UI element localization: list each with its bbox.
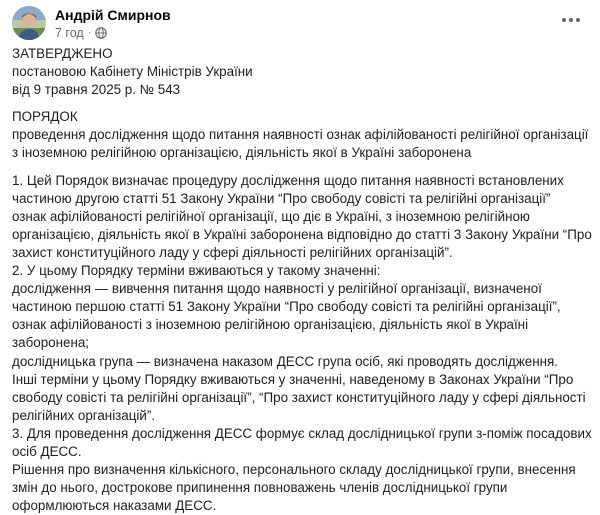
body-line: 3. Для проведення дослідження ДЕСС формує склад дослідницької групи з-поміж посадових [12, 425, 592, 441]
paragraph-gap [12, 163, 588, 172]
order-line: з іноземною релігійною організацією, діяльність якої в Україні заборонена [12, 145, 472, 161]
approval-line: від 9 травня 2025 р. № 543 [12, 82, 181, 98]
post-meta [55, 26, 107, 40]
body-line: організацією, діяльність якої в Україні заборонена відповідно до статті 3 Закону України “Про [12, 226, 592, 242]
body-line: 1. Цей Порядок визначає процедуру дослідження щодо питання наявності встановлених [12, 172, 564, 188]
body-line: ознак афілійованості з іноземною релігійною організацією, діяльність якої в Україні [12, 317, 529, 333]
more-dot [562, 18, 566, 22]
body-line: оформлюються наказами ДЕСС. [12, 498, 217, 514]
globe-icon[interactable] [95, 27, 107, 39]
body-line: захист конституційного ладу у сфері діяльності релігійних організацій”. [12, 244, 453, 260]
meta-separator: · [87, 27, 92, 39]
body-line: Інші терміни у цьому Порядку вживаються у значенні, наведеному в Законах України “Про [12, 371, 574, 387]
approval-title: ЗАТВЕРДЖЕНО [12, 46, 113, 61]
more-dot [569, 18, 573, 22]
paragraph-gap [12, 99, 588, 108]
more-dot [576, 18, 580, 22]
body-line: ознак афілійованості релігійної організації, що діє в Україні, з іноземною релігійною [12, 208, 530, 224]
post-text [12, 45, 592, 515]
approval-line: постановою Кабінету Міністрів України [12, 64, 253, 80]
body-line: частиною першою статті 51 Закону України “Про свободу совісті та релігійні організації”, [12, 299, 561, 315]
body-line: релігійних організацій”. [12, 407, 156, 423]
body-line: дослідження — вивчення питання щодо наявності у релігійної організації, визначеної [12, 281, 542, 297]
body-line: 2. У цьому Порядку терміни вживаються у такому значенні: [12, 263, 381, 279]
body-line: свободу совісті та релігійні організації”, “Про захист конституційного ладу у сфері діяльності [12, 389, 586, 405]
avatar[interactable] [12, 6, 46, 40]
body-line: частиною другою статті 51 Закону України “Про свободу совісті та релігійні організації” [12, 190, 551, 206]
body-line: дослідницька група — визначена наказом ДЕСС група осіб, які проводять дослідження. [12, 353, 558, 369]
avatar-image [12, 6, 46, 40]
body-line: Рішення про визначення кількісного, персонального складу дослідницької групи, внесення [12, 462, 576, 478]
post-header [12, 4, 588, 44]
body-line: осіб ДЕСС. [12, 443, 82, 459]
author-name[interactable]: Андрій Смирнов [55, 7, 171, 23]
order-line: проведення дослідження щодо питання наявності ознак афілійованості релігійної організації [12, 127, 589, 143]
order-title: ПОРЯДОК [12, 109, 78, 125]
more-options-icon[interactable] [558, 10, 584, 30]
body-line: заборонена; [12, 335, 90, 351]
body-line: змін до нього, дострокове припинення повноважень членів дослідницької групи [12, 480, 508, 496]
post-time[interactable]: 7 год [55, 26, 84, 40]
